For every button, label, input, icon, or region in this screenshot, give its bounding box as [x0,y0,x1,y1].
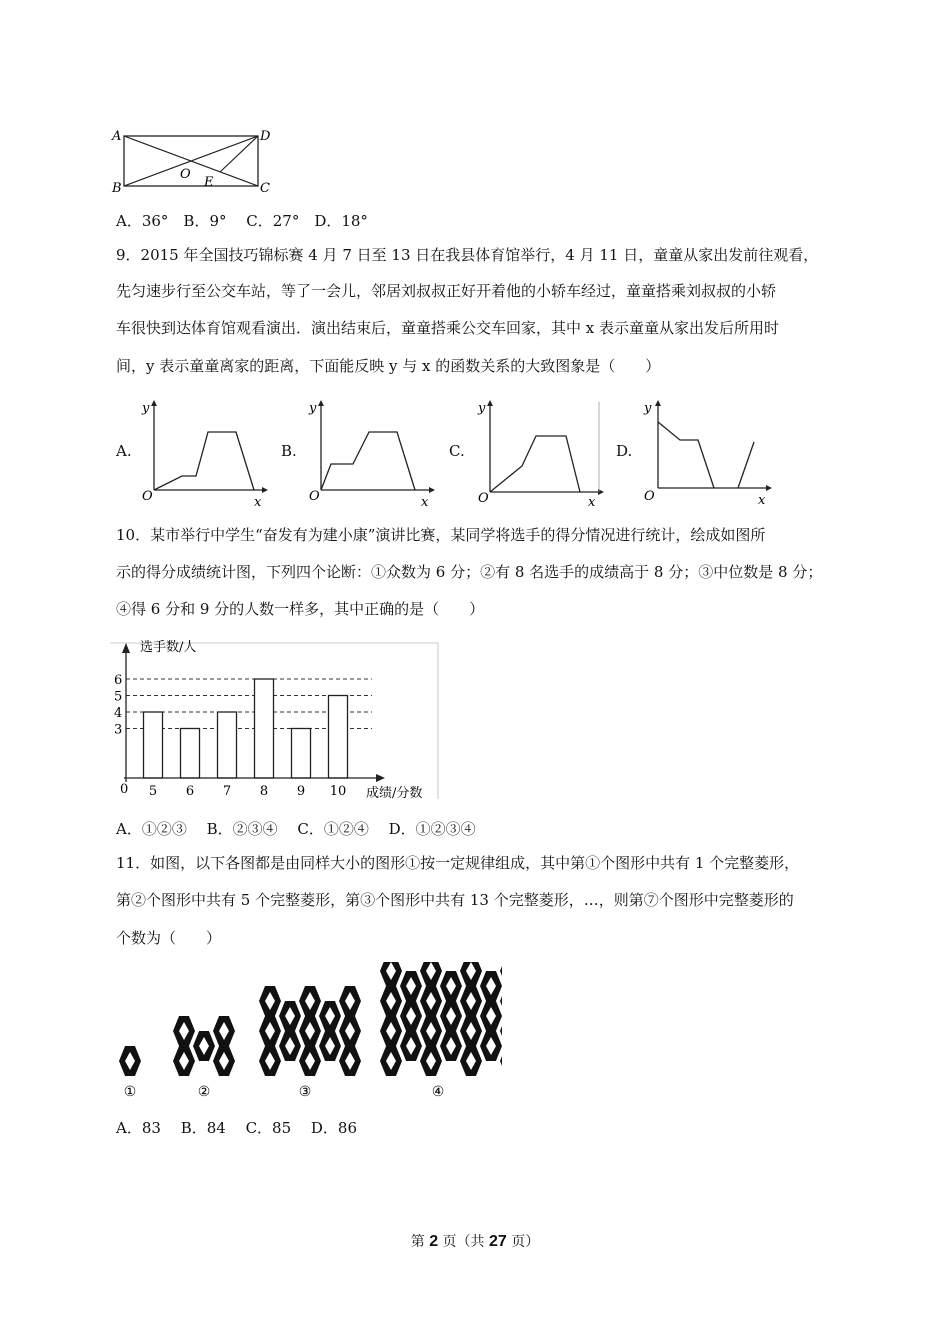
x-tick-5: 5 [148,784,158,799]
rhombus-pattern-figures [112,962,502,1102]
pattern-4-c6r1-hexagon [500,1016,502,1046]
footer-total-pages: 27 [489,1233,507,1250]
q8-options: A．36° B．9° C．27° D．18° [116,212,368,230]
q10-line-1: 10．某市举行中学生“奋发有为建小康”演讲比赛，某同学将选手的得分情况进行统计，绘成如图所 [116,526,766,544]
origin-label: O [644,489,655,504]
pattern-figure-1 [119,1046,141,1076]
label-d: D [260,129,270,144]
pattern-4-c6r0-hexagon [500,1046,502,1076]
x-axis-label: x [758,493,766,508]
label-a: A [112,129,122,144]
y-tick-3: 3 [114,722,123,738]
figure-label-1: ① [123,1084,137,1100]
y-axis-arrow [122,643,130,653]
pattern-figure-2 [173,1016,235,1076]
label-o: O [180,167,191,182]
y-axis-title: 选手数/人 [140,640,197,655]
q9-option-b-label: B. [281,442,297,460]
x-tick-9: 9 [296,784,306,799]
q9-graph-c [474,396,604,508]
x-axis-title: 成绩/分数 [366,786,423,801]
q8-rectangle-figure [110,126,270,196]
bar-8 [255,679,274,778]
q9-line-3: 车很快到达体育馆观看演出．演出结束后，童童搭乘公交车回家，其中 x 表示童童从家出发后所用时 [116,319,780,337]
label-e: E [204,175,214,190]
y-axis-label: y [478,401,486,416]
x-tick-8: 8 [259,784,269,799]
footer-prefix: 第 [410,1234,425,1250]
q9-option-d-label: D. [616,442,633,460]
bar-9 [292,729,311,779]
y-axis-label: y [309,401,317,416]
footer-page-number: 2 [429,1233,439,1250]
score-bar-chart [110,635,440,805]
bar-5 [144,712,163,778]
x-tick-6: 6 [185,784,195,799]
bar-7 [218,712,237,778]
q10-line-2: 示的得分成绩统计图，下列四个论断：①众数为 6 分；②有 8 名选手的成绩高于 8 分；③中位数是 8 分； [116,563,823,581]
segment-de [220,136,258,172]
q9-graph-a [138,396,268,508]
label-b: B [112,181,122,196]
x-axis-arrow [376,774,385,782]
q11-line-2: 第②个图形中共有 5 个完整菱形，第③个图形中共有 13 个完整菱形，…，则第⑦个图形中完整菱形的 [116,891,794,909]
bar-10 [329,696,348,779]
pattern-figure-4 [380,962,502,1076]
y-tick-6: 6 [114,673,123,688]
q9-graph-d [642,396,772,508]
q11-line-1: 11．如图，以下各图都是由同样大小的图形①按一定规律组成，其中第①个图形中共有 1 个完整菱形， [116,854,800,872]
q11-line-3: 个数为（ ） [116,929,222,947]
q10-options: A．①②③ B．②③④ C．①②④ D．①②③④ [116,820,476,838]
y-tick-5: 5 [114,689,123,705]
q9-line-1: 9．2015 年全国技巧锦标赛 4 月 7 日至 13 日在我县体育馆举行，4 月 11 日，童童从家出发前往观看， [116,246,819,264]
q9-option-a-label: A. [116,442,132,460]
q11-options: A．83 B．84 C．85 D．86 [116,1119,358,1137]
figure-label-3: ③ [298,1084,312,1100]
page-footer [0,1231,950,1251]
footer-suffix: 页） [511,1234,540,1250]
figure-label-4: ④ [431,1084,445,1100]
origin-label: O [142,489,153,504]
q9-graph-b [305,396,435,508]
y-axis-label: y [142,401,150,416]
q10-line-3: ④得 6 分和 9 分的人数一样多，其中正确的是（ ） [116,600,485,618]
figure-label-2: ② [197,1084,211,1100]
bar-6 [181,729,200,779]
origin-label: O [309,489,320,504]
q9-line-4: 间，y 表示童童离家的距离，下面能反映 y 与 x 的函数关系的大致图象是（ ） [116,357,661,375]
x-axis-label: x [588,495,596,508]
x-axis-label: x [421,495,429,508]
pattern-figure-3 [259,986,361,1076]
origin-label: O [478,491,489,506]
x-axis-label: x [254,495,262,508]
label-c: C [260,181,270,196]
chart-origin-label: 0 [120,782,129,797]
q9-line-2: 先匀速步行至公交车站，等了一会儿，邻居刘叔叔正好开着他的小轿车经过，童童搭乘刘叔叔的小轿 [116,282,777,300]
footer-middle: 页（共 [442,1234,485,1250]
pattern-4-c6r2-hexagon [500,986,502,1016]
x-tick-10: 10 [329,784,347,799]
q9-option-c-label: C. [449,442,465,460]
y-tick-4: 4 [114,706,123,721]
y-axis-label: y [644,401,652,416]
x-tick-7: 7 [222,784,232,799]
